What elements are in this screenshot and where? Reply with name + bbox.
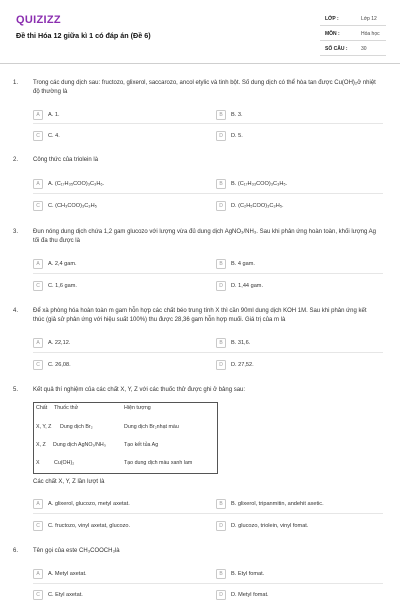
option-b[interactable]	[216, 258, 255, 269]
question-number: 1.	[13, 80, 19, 86]
table-cell: X	[36, 460, 40, 466]
question-number: 3.	[13, 229, 19, 235]
page-title: Đề thi Hóa 12 giữa kì 1 có đáp án (Đề 6)	[16, 31, 151, 40]
table-cell: X, Y, Z	[36, 424, 52, 430]
table-header-thuoc-thu: Thuốc thử	[54, 405, 79, 411]
question-number: 6.	[13, 548, 19, 554]
table-cell: Tạo dung dịch màu xanh lam	[124, 460, 193, 466]
results-table	[33, 402, 218, 474]
option-text: A. glixerol, glucozo, metyl axetat.	[48, 500, 130, 507]
option-d[interactable]	[216, 359, 254, 370]
meta-divider	[320, 25, 386, 26]
option-text: D. (C₂H₅COO)₃C₃H₅.	[231, 202, 284, 209]
question-text: Để xà phòng hóa hoàn toàn m gam hỗn hợp các chất béo trung tính X thì cần 90ml dung dịch KOH 1M. Sau khi phản ứng kết thúc (giả sử phản ứng với hiệu suất 100%) thu được 28,36 gam hỗn hợp muối. Giá trị của m là	[33, 308, 367, 323]
option-letter-box: D	[216, 201, 226, 211]
option-c[interactable]	[33, 280, 77, 291]
option-b[interactable]	[216, 337, 250, 348]
option-divider	[33, 352, 383, 353]
meta-count-key: SỐ CÂU :	[325, 46, 348, 52]
option-text: C. fructozo, vinyl axetat, glucozo.	[48, 522, 131, 529]
option-text: A. 2,4 gam.	[48, 260, 77, 267]
table-cell: Cu(OH)₂	[54, 460, 75, 466]
option-letter-box: B	[216, 110, 226, 120]
option-text: D. glucozo, triolein, vinyl fomat.	[231, 522, 309, 529]
option-text: C. Etyl axetat.	[48, 591, 83, 598]
option-a[interactable]	[33, 258, 77, 269]
option-text: D. Metyl fomat.	[231, 591, 269, 598]
option-a[interactable]	[33, 568, 87, 579]
option-d[interactable]	[216, 130, 243, 141]
question-number: 2.	[13, 157, 19, 163]
option-b[interactable]	[216, 568, 264, 579]
option-c[interactable]	[33, 359, 71, 370]
option-text: D. 1,44 gam.	[231, 282, 264, 289]
option-divider	[33, 273, 383, 274]
table-cell: Dung dịch Br₂nhạt màu	[124, 424, 179, 430]
option-text: B. (C₁₇H₃₃COO)₃C₃H₅.	[231, 180, 288, 187]
option-text: B. 31,6.	[231, 339, 251, 346]
option-divider	[33, 513, 383, 514]
option-b[interactable]	[216, 498, 324, 509]
option-letter-box: C	[33, 360, 43, 370]
question-text: Công thức của triolein là	[33, 157, 99, 163]
option-text: D. 5.	[231, 132, 243, 139]
option-letter-box: C	[33, 201, 43, 211]
option-text: A. 22,12.	[48, 339, 71, 346]
question-followup: Các chất X, Y, Z lần lượt là	[33, 479, 105, 485]
header-divider	[0, 63, 400, 64]
table-cell: Tạo kết tủa Ag	[124, 442, 159, 448]
option-text: B. glixerol, tripanmitin, andehit axetic.	[231, 500, 324, 507]
option-text: C. 1,6 gam.	[48, 282, 77, 289]
option-b[interactable]	[216, 178, 287, 189]
option-a[interactable]	[33, 178, 104, 189]
header	[0, 0, 400, 66]
option-d[interactable]	[216, 520, 308, 531]
question-text: Đun nóng dung dịch chứa 1,2 gam glucozo với lượng vừa đủ dung dịch AgNO₃/NH₃. Sau khi phản ứng hoàn toàn, khối lượng Ag tối đa thu được là	[33, 229, 376, 244]
option-c[interactable]	[33, 200, 97, 211]
option-d[interactable]	[216, 200, 284, 211]
meta-subject-key: MÔN :	[325, 31, 340, 37]
option-a[interactable]	[33, 498, 130, 509]
option-letter-box: C	[33, 131, 43, 141]
option-letter-box: C	[33, 281, 43, 291]
option-letter-box: A	[33, 338, 43, 348]
option-letter-box: D	[216, 360, 226, 370]
option-text: C. 4.	[48, 132, 60, 139]
option-letter-box: A	[33, 179, 43, 189]
option-c[interactable]	[33, 589, 83, 600]
table-cell: Dung dịch AgNO₃/NH₃	[53, 442, 106, 448]
table-cell: Dung dịch Br₂	[60, 424, 93, 430]
option-text: A. (C₁₇H₃₅COO)₃C₃H₆.	[48, 180, 105, 187]
option-letter-box: C	[33, 590, 43, 600]
table-header-chat: Chất	[36, 405, 48, 411]
option-text: D. 27,52.	[231, 361, 254, 368]
option-c[interactable]	[33, 520, 130, 531]
option-text: B. Etyl fomat.	[231, 570, 265, 577]
table-cell: X, Z	[36, 442, 46, 448]
table-header-hien-tuong: Hiện tượng	[124, 405, 151, 411]
option-letter-box: D	[216, 281, 226, 291]
option-letter-box: D	[216, 521, 226, 531]
option-divider	[33, 193, 383, 194]
option-c[interactable]	[33, 130, 60, 141]
option-letter-box: A	[33, 110, 43, 120]
option-d[interactable]	[216, 589, 269, 600]
option-letter-box: B	[216, 179, 226, 189]
option-divider	[33, 123, 383, 124]
question-number: 5.	[13, 387, 19, 393]
option-letter-box: B	[216, 569, 226, 579]
option-d[interactable]	[216, 280, 263, 291]
option-text: C. (CH₃COO)₃C₃H₅	[48, 202, 97, 209]
option-text: A. 1.	[48, 111, 60, 118]
option-a[interactable]	[33, 109, 60, 120]
meta-class-value: Lớp 12	[361, 16, 377, 22]
option-letter-box: A	[33, 569, 43, 579]
option-a[interactable]	[33, 337, 70, 348]
option-letter-box: B	[216, 259, 226, 269]
option-divider	[33, 583, 383, 584]
option-letter-box: A	[33, 259, 43, 269]
meta-divider	[320, 40, 386, 41]
quizizz-logo: QUIZIZZ	[16, 14, 61, 26]
option-letter-box: A	[33, 499, 43, 509]
option-text: B. 3.	[231, 111, 243, 118]
question-text: Kết quả thí nghiệm của các chất X, Y, Z với các thuốc thử được ghi ở bảng sau:	[33, 387, 246, 393]
option-letter-box: B	[216, 338, 226, 348]
option-letter-box: C	[33, 521, 43, 531]
question-number: 4.	[13, 308, 19, 314]
question-text: Tên gọi của este CH₃COOCH₃là	[33, 548, 120, 554]
question-text: Trong các dung dịch sau: fructozo, glixerol, saccarozo, ancol etylic và tinh bột. Số dung dịch có thể hòa tan được Cu(OH)₂ở nhiệt độ thường là	[33, 80, 376, 95]
option-letter-box: B	[216, 499, 226, 509]
option-letter-box: D	[216, 131, 226, 141]
option-letter-box: D	[216, 590, 226, 600]
option-text: A. Metyl axetat.	[48, 570, 87, 577]
option-text: B. 4 gam.	[231, 260, 255, 267]
meta-class-key: LỚP :	[325, 16, 339, 22]
meta-subject-value: Hóa học	[361, 31, 380, 37]
meta-divider	[320, 55, 386, 56]
meta-count-value: 30	[361, 46, 367, 52]
option-text: C. 26,08.	[48, 361, 71, 368]
option-b[interactable]	[216, 109, 243, 120]
